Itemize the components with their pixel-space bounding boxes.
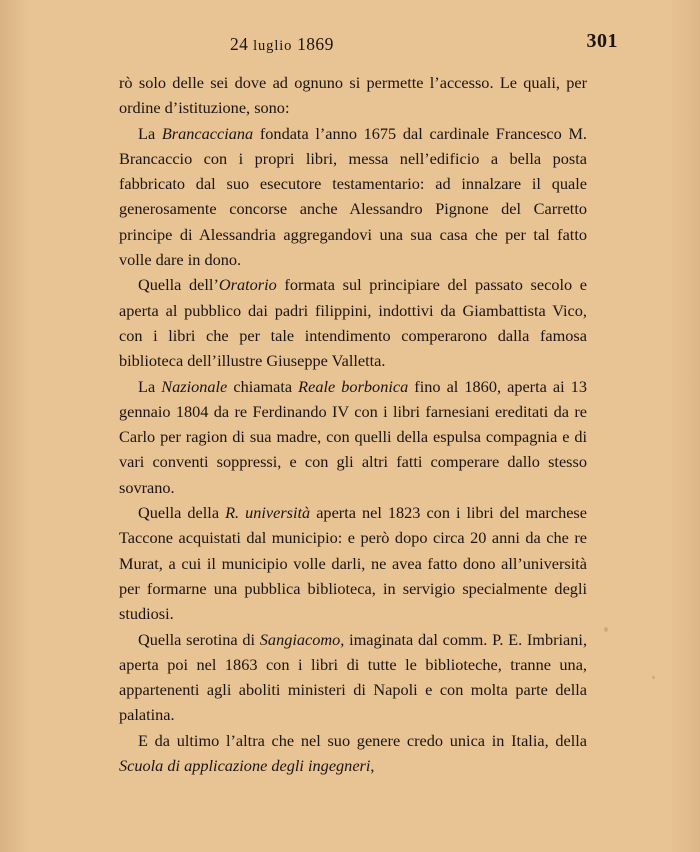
italic-text-run: Oratorio (218, 275, 277, 295)
text-run: rò solo delle sei dove ad ognuno si permette l’accesso. Le quali, per ordine d’istituzione, sono: (119, 73, 587, 118)
text-run: La (138, 123, 162, 143)
italic-text-run: R. università (225, 503, 311, 523)
italic-text-run: Brancacciana (161, 123, 254, 143)
text-run: formata sul principiare del passato secolo e aperta al pubblico dai padri filippini, indottivi da Giambattista Vico, con i libri che per tale intendimento comperarono dalla famosa biblioteca dell’illustre Giuseppe Valletta. (119, 275, 587, 371)
italic-text-run: Nazionale (161, 376, 228, 396)
text-run: chiamata (227, 376, 299, 396)
text-run: fondata l’anno 1675 dal cardinale Francesco M. Brancaccio con i propri libri, messa nell’edificio a bella posta fabbricato dal suo esecutore testamentario: ad innalzare il quale generosamente concorse anche Alessandro Pignone del Carretto principe di Alessandria aggregandovi una sua casa che per tal fatto volle dare in dono. (119, 123, 587, 270)
body-paragraph (119, 70, 587, 121)
italic-text-run: Sangiacomo (259, 629, 341, 649)
text-run: Quella serotina di (138, 629, 260, 649)
text-run: La (138, 376, 162, 396)
paper-blemish (652, 676, 655, 679)
text-run: fino al 1860, aperta ai 13 gennaio 1804 da re Ferdinando IV con i libri farnesiani ereditati da re Carlo per ragion di sua madre, con quelli della espulsa compagnia e di vari conventi soppressi, e con gli altri fatti comperare dallo stesso sovrano. (119, 376, 588, 497)
text-run: E da ultimo l’altra che nel suo genere credo unica in Italia, della (138, 730, 587, 750)
paper-blemish (604, 627, 608, 632)
body-paragraph (119, 500, 587, 626)
text-run: , imaginata dal comm. P. E. Imbriani, aperta poi nel 1863 con i libri di tutte le biblioteche, tranne una, appartenenti agli aboliti ministeri di Napoli e con molta parte della palatina. (119, 629, 588, 725)
text-run: Quella della (138, 503, 226, 523)
running-head (230, 34, 334, 55)
page-number: 301 (586, 30, 618, 52)
body-paragraph (119, 627, 587, 728)
body-paragraph (119, 121, 587, 273)
italic-text-run: Scuola di applicazione degli ingegneri (119, 756, 371, 776)
page-right-edge-shade (670, 0, 700, 852)
page-body (119, 70, 587, 778)
body-paragraph (119, 272, 587, 373)
page-left-edge-shade (0, 0, 30, 852)
running-head-day: 24 (230, 34, 249, 54)
running-head-month: luglio (253, 38, 293, 54)
running-head-year: 1869 (297, 34, 334, 54)
italic-text-run: Reale borbonica (298, 376, 409, 396)
text-run: Quella dell’ (138, 275, 219, 295)
page-header (72, 28, 634, 64)
text-run: , (370, 756, 375, 776)
body-paragraph (119, 374, 587, 500)
text-run: aperta nel 1823 con i libri del marchese Taccone acquistati dal municipio: e però dopo circa 20 anni da che re Murat, a cui il municipio volle darli, ne avea fatto dono all’università per formarne una pubblica biblioteca, in servigio specialmente degli studiosi. (119, 503, 587, 624)
body-paragraph (119, 728, 587, 779)
